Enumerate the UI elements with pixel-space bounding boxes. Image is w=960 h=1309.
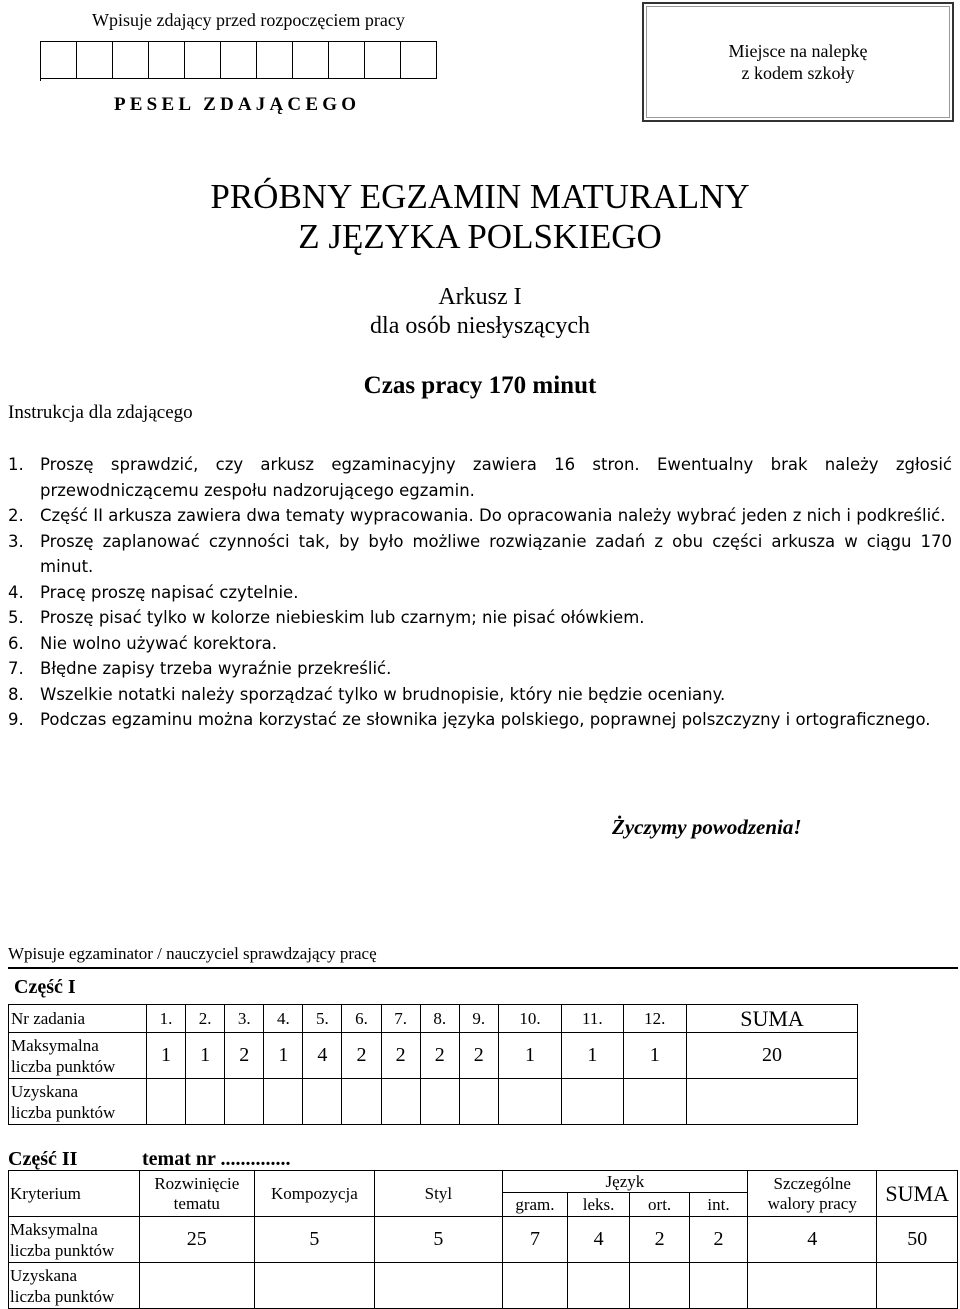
instruction-text: Proszę pisać tylko w kolorze niebieskim lub czarnym; nie pisać ołówkiem. bbox=[40, 608, 645, 627]
lang-sub-grammar: gram. bbox=[502, 1193, 567, 1217]
criterion-special-1: Szczególne bbox=[773, 1173, 851, 1193]
part2-row-got-label-1: Uzyskana bbox=[10, 1265, 78, 1285]
task-number: 3. bbox=[225, 1005, 264, 1033]
score-input-cell[interactable] bbox=[303, 1079, 342, 1125]
score-input-cell[interactable] bbox=[186, 1079, 225, 1125]
lang-sub-lexis: leks. bbox=[568, 1193, 630, 1217]
part2-row-got-label bbox=[9, 1263, 140, 1309]
part1-max-sum: 20 bbox=[687, 1033, 858, 1079]
examiner-caption: Wpisuje egzaminator / nauczyciel sprawdzający pracę bbox=[8, 944, 377, 963]
exam-title-line2: Z JĘZYKA POLSKIEGO bbox=[298, 217, 662, 256]
instruction-number: 9. bbox=[8, 710, 24, 729]
pesel-digit-cell[interactable] bbox=[113, 41, 149, 79]
part2-score-table bbox=[8, 1170, 958, 1309]
lang-sub-punctuation: int. bbox=[690, 1193, 748, 1217]
part2-row-got-label-2: liczba punktów bbox=[10, 1286, 115, 1306]
score-input-cell[interactable] bbox=[498, 1079, 561, 1125]
instruction-number: 6. bbox=[8, 633, 24, 653]
sticker-line2: z kodem szkoły bbox=[741, 63, 855, 83]
part2-score-input-cell[interactable] bbox=[374, 1263, 502, 1309]
sheet-label: Arkusz I bbox=[438, 284, 522, 310]
pesel-digit-cell[interactable] bbox=[293, 41, 329, 79]
sticker-inner-frame bbox=[646, 6, 950, 118]
score-input-cell[interactable] bbox=[623, 1079, 686, 1125]
instruction-number: 1. bbox=[8, 455, 24, 474]
task-number: 6. bbox=[342, 1005, 381, 1033]
score-input-cell[interactable] bbox=[562, 1079, 624, 1125]
max-points: 1 bbox=[186, 1033, 225, 1079]
good-luck-text: Życzymy powodzenia! bbox=[612, 815, 802, 839]
criterion-development-1: Rozwinięcie bbox=[154, 1173, 240, 1193]
task-number: 5. bbox=[303, 1005, 342, 1033]
instruction-number: 3. bbox=[8, 531, 24, 551]
instructions-list bbox=[8, 452, 952, 733]
part1-label: Część I bbox=[14, 976, 76, 998]
pesel-digit-cell[interactable] bbox=[257, 41, 293, 79]
pesel-digit-cell[interactable] bbox=[365, 41, 401, 79]
score-input-cell[interactable] bbox=[342, 1079, 381, 1125]
max-points: 1 bbox=[623, 1033, 686, 1079]
instruction-item bbox=[8, 682, 952, 708]
criteria-label: Kryterium bbox=[9, 1171, 140, 1217]
max-points: 1 bbox=[264, 1033, 303, 1079]
task-number: 9. bbox=[459, 1005, 498, 1033]
instruction-item bbox=[8, 605, 952, 631]
task-number: 1. bbox=[147, 1005, 186, 1033]
instruction-number: 5. bbox=[8, 608, 24, 627]
criterion-composition: Kompozycja bbox=[254, 1171, 374, 1217]
part2-score-input-cell[interactable] bbox=[748, 1263, 877, 1309]
part2-score-input-cell[interactable] bbox=[254, 1263, 374, 1309]
part1-score-table bbox=[8, 1004, 858, 1125]
max-points: 2 bbox=[342, 1033, 381, 1079]
max-points: 2 bbox=[459, 1033, 498, 1079]
pesel-digit-cell[interactable] bbox=[221, 41, 257, 79]
part2-sum-label: SUMA bbox=[877, 1171, 958, 1217]
max-points: 2 bbox=[225, 1033, 264, 1079]
instruction-text: Część II arkusza zawiera dwa tematy wypracowania. Do opracowania należy wybrać jeden z nich i podkreślić. bbox=[40, 506, 946, 525]
instruction-item bbox=[8, 503, 952, 529]
task-number: 2. bbox=[186, 1005, 225, 1033]
part2-row-max-label-2: liczba punktów bbox=[10, 1240, 115, 1260]
instruction-text: Podczas egzaminu można korzystać ze słownika języka polskiego, poprawnej polszczyzny i ortograficznego. bbox=[40, 710, 931, 729]
sticker-line1: Miejsce na nalepkę bbox=[728, 41, 868, 61]
score-input-cell[interactable] bbox=[459, 1079, 498, 1125]
part2-row-max-label-1: Maksymalna bbox=[10, 1219, 98, 1239]
part2-max-points: 5 bbox=[374, 1217, 502, 1263]
part2-max-points: 4 bbox=[568, 1217, 630, 1263]
instruction-item bbox=[8, 656, 952, 682]
pesel-digit-cell[interactable] bbox=[329, 41, 365, 79]
time-label: Czas pracy 170 minut bbox=[363, 372, 597, 399]
instruction-number: 2. bbox=[8, 506, 24, 525]
row-task-label: Nr zadania bbox=[9, 1005, 147, 1033]
instruction-item bbox=[8, 707, 952, 733]
part2-score-input-cell[interactable] bbox=[630, 1263, 690, 1309]
part2-score-sum-cell[interactable] bbox=[877, 1263, 958, 1309]
instruction-item bbox=[8, 452, 952, 503]
score-input-cell[interactable] bbox=[264, 1079, 303, 1125]
part2-max-points: 2 bbox=[690, 1217, 748, 1263]
pesel-caption: Wpisuje zdający przed rozpoczęciem pracy bbox=[92, 10, 405, 30]
task-number: 8. bbox=[420, 1005, 459, 1033]
part2-topic: temat nr .............. bbox=[142, 1148, 291, 1170]
criterion-special-2: walory pracy bbox=[767, 1193, 857, 1213]
task-number: 4. bbox=[264, 1005, 303, 1033]
instruction-text: Wszelkie notatki należy sporządzać tylko w brudnopisie, który nie będzie oceniany. bbox=[40, 684, 726, 704]
pesel-digit-cell[interactable] bbox=[77, 41, 113, 79]
criterion-development-2: tematu bbox=[173, 1193, 220, 1213]
part2-label: Część II bbox=[8, 1148, 78, 1170]
part2-max-points: 4 bbox=[748, 1217, 877, 1263]
score-input-cell[interactable] bbox=[420, 1079, 459, 1125]
task-number: 10. bbox=[498, 1005, 561, 1033]
task-number: 7. bbox=[381, 1005, 420, 1033]
row-got-label bbox=[9, 1079, 147, 1125]
row-max-label-2: liczba punktów bbox=[11, 1056, 116, 1076]
instruction-text: Proszę zaplanować czynności tak, by było możliwe rozwiązanie zadań z obu części arkusza w ciągu 170 minut. bbox=[40, 531, 952, 576]
max-points: 2 bbox=[420, 1033, 459, 1079]
part2-max-points: 2 bbox=[630, 1217, 690, 1263]
criterion-language: Język bbox=[502, 1171, 747, 1193]
instruction-text: Proszę sprawdzić, czy arkusz egzaminacyjny zawiera 16 stron. Ewentualny brak należy zgłosić przewodniczącemu zespołu nadzorującego egzamin. bbox=[40, 455, 952, 500]
row-got-label-2: liczba punktów bbox=[11, 1102, 116, 1122]
row-max-label-1: Maksymalna bbox=[11, 1035, 99, 1055]
instruction-item bbox=[8, 529, 952, 580]
part2-max-points: 50 bbox=[877, 1217, 958, 1263]
instruction-number: 7. bbox=[8, 659, 24, 678]
part2-max-points: 7 bbox=[502, 1217, 567, 1263]
instruction-text: Pracę proszę napisać czytelnie. bbox=[40, 582, 299, 602]
max-points: 1 bbox=[147, 1033, 186, 1079]
criterion-special bbox=[748, 1171, 877, 1217]
task-number: 11. bbox=[562, 1005, 624, 1033]
pesel-digit-cell[interactable] bbox=[401, 41, 437, 79]
score-input-cell[interactable] bbox=[225, 1079, 264, 1125]
pesel-digit-cell[interactable] bbox=[185, 41, 221, 79]
pesel-cells[interactable] bbox=[40, 41, 437, 81]
score-sum-cell[interactable] bbox=[687, 1079, 858, 1125]
exam-title-line1: PRÓBNY EGZAMIN MATURALNY bbox=[210, 177, 750, 216]
part2-max-points: 5 bbox=[254, 1217, 374, 1263]
instruction-text: Błędne zapisy trzeba wyraźnie przekreślić. bbox=[40, 659, 392, 678]
instruction-number: 8. bbox=[8, 684, 24, 704]
max-points: 2 bbox=[381, 1033, 420, 1079]
criterion-development bbox=[139, 1171, 254, 1217]
instruction-text: Nie wolno używać korektora. bbox=[40, 633, 277, 653]
part2-score-input-cell[interactable] bbox=[690, 1263, 748, 1309]
row-got-label-1: Uzyskana bbox=[11, 1081, 79, 1101]
part2-score-input-cell[interactable] bbox=[568, 1263, 630, 1309]
row-max-label bbox=[9, 1033, 147, 1079]
instruction-item bbox=[8, 580, 952, 606]
score-input-cell[interactable] bbox=[381, 1079, 420, 1125]
school-sticker-box bbox=[642, 2, 954, 122]
task-number: 12. bbox=[623, 1005, 686, 1033]
part2-score-input-cell[interactable] bbox=[139, 1263, 254, 1309]
pesel-digit-cell[interactable] bbox=[149, 41, 185, 79]
pesel-digit-cell[interactable] bbox=[41, 41, 77, 79]
criterion-style: Styl bbox=[374, 1171, 502, 1217]
lang-sub-orthography: ort. bbox=[630, 1193, 690, 1217]
instruction-item bbox=[8, 631, 952, 657]
instructions-heading: Instrukcja dla zdającego bbox=[8, 402, 193, 423]
part2-score-input-cell[interactable] bbox=[502, 1263, 567, 1309]
pesel-label: PESEL ZDAJĄCEGO bbox=[114, 94, 361, 115]
max-points: 4 bbox=[303, 1033, 342, 1079]
part2-max-points: 25 bbox=[139, 1217, 254, 1263]
audience-label: dla osób niesłyszących bbox=[370, 313, 590, 339]
score-input-cell[interactable] bbox=[147, 1079, 186, 1125]
part2-row-max-label bbox=[9, 1217, 140, 1263]
max-points: 1 bbox=[498, 1033, 561, 1079]
max-points: 1 bbox=[562, 1033, 624, 1079]
instruction-number: 4. bbox=[8, 582, 24, 602]
part1-sum-label: SUMA bbox=[687, 1005, 858, 1033]
